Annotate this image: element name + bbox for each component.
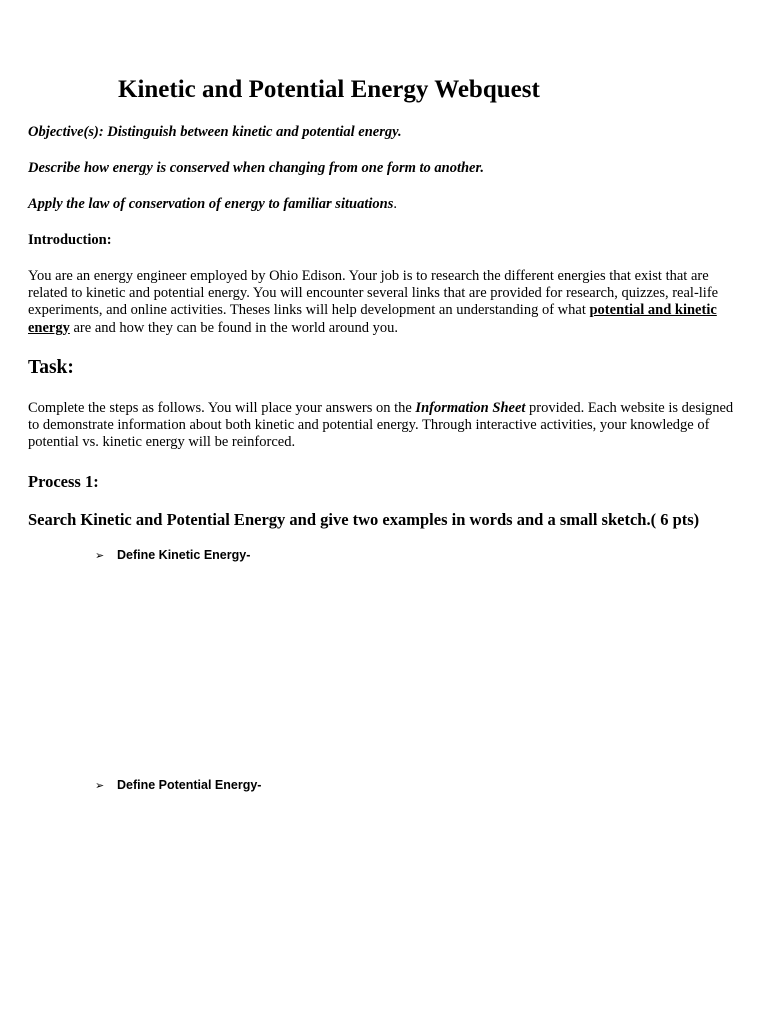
- introduction-heading: Introduction:: [28, 232, 112, 248]
- objective-text-2: Describe how energy is conserved when changing from one form to another.: [28, 160, 484, 176]
- document-title: Kinetic and Potential Energy Webquest: [118, 76, 540, 103]
- introduction-text-end: are and how they can be found in the world around you.: [69, 319, 399, 336]
- task-text: Complete the steps as follows. You will place your answers on the: [28, 400, 416, 416]
- task-paragraph: [28, 400, 738, 452]
- introduction-text: You are an energy engineer employed by Ohio Edison. Your job is to research the different energies that exist that are related to kinetic and potential energy. You will encounter several links that are provided for research, quizzes, real-life experiments, and online activities. Theses links will help development an understanding of what: [28, 268, 719, 319]
- introduction-paragraph: [28, 268, 738, 337]
- objective-line-3: [28, 196, 397, 213]
- information-sheet-emphasis: Information Sheet: [415, 400, 526, 416]
- define-kinetic-item: [95, 548, 250, 562]
- objective-text-1: Objective(s): Distinguish between kinetic and potential energy.: [28, 124, 402, 140]
- introduction-emphasis: potential and kinetic energy: [28, 302, 717, 336]
- task-text-end: provided. Each website is designed to demonstrate information about both kinetic and potential energy. Through interactive activities, your knowledge of potential vs. kinetic energy will be reinforced.: [28, 400, 734, 451]
- process-1-heading: Process 1:: [28, 472, 99, 491]
- objective-line-1: [28, 124, 402, 141]
- task-heading: Task:: [28, 357, 74, 378]
- process-1-instruction: Search Kinetic and Potential Energy and give two examples in words and a small sketch.( 6 pts): [28, 510, 700, 529]
- objective-period: .: [393, 196, 397, 212]
- arrow-bullet-icon: ➢: [95, 549, 105, 562]
- define-kinetic-label: Define Kinetic Energy-: [117, 548, 251, 562]
- objective-line-2: [28, 160, 484, 177]
- arrow-bullet-icon: ➢: [95, 779, 105, 792]
- objective-text-3: Apply the law of conservation of energy to familiar situations: [28, 196, 394, 212]
- define-potential-label: Define Potential Energy-: [117, 778, 262, 792]
- define-potential-item: [95, 778, 261, 792]
